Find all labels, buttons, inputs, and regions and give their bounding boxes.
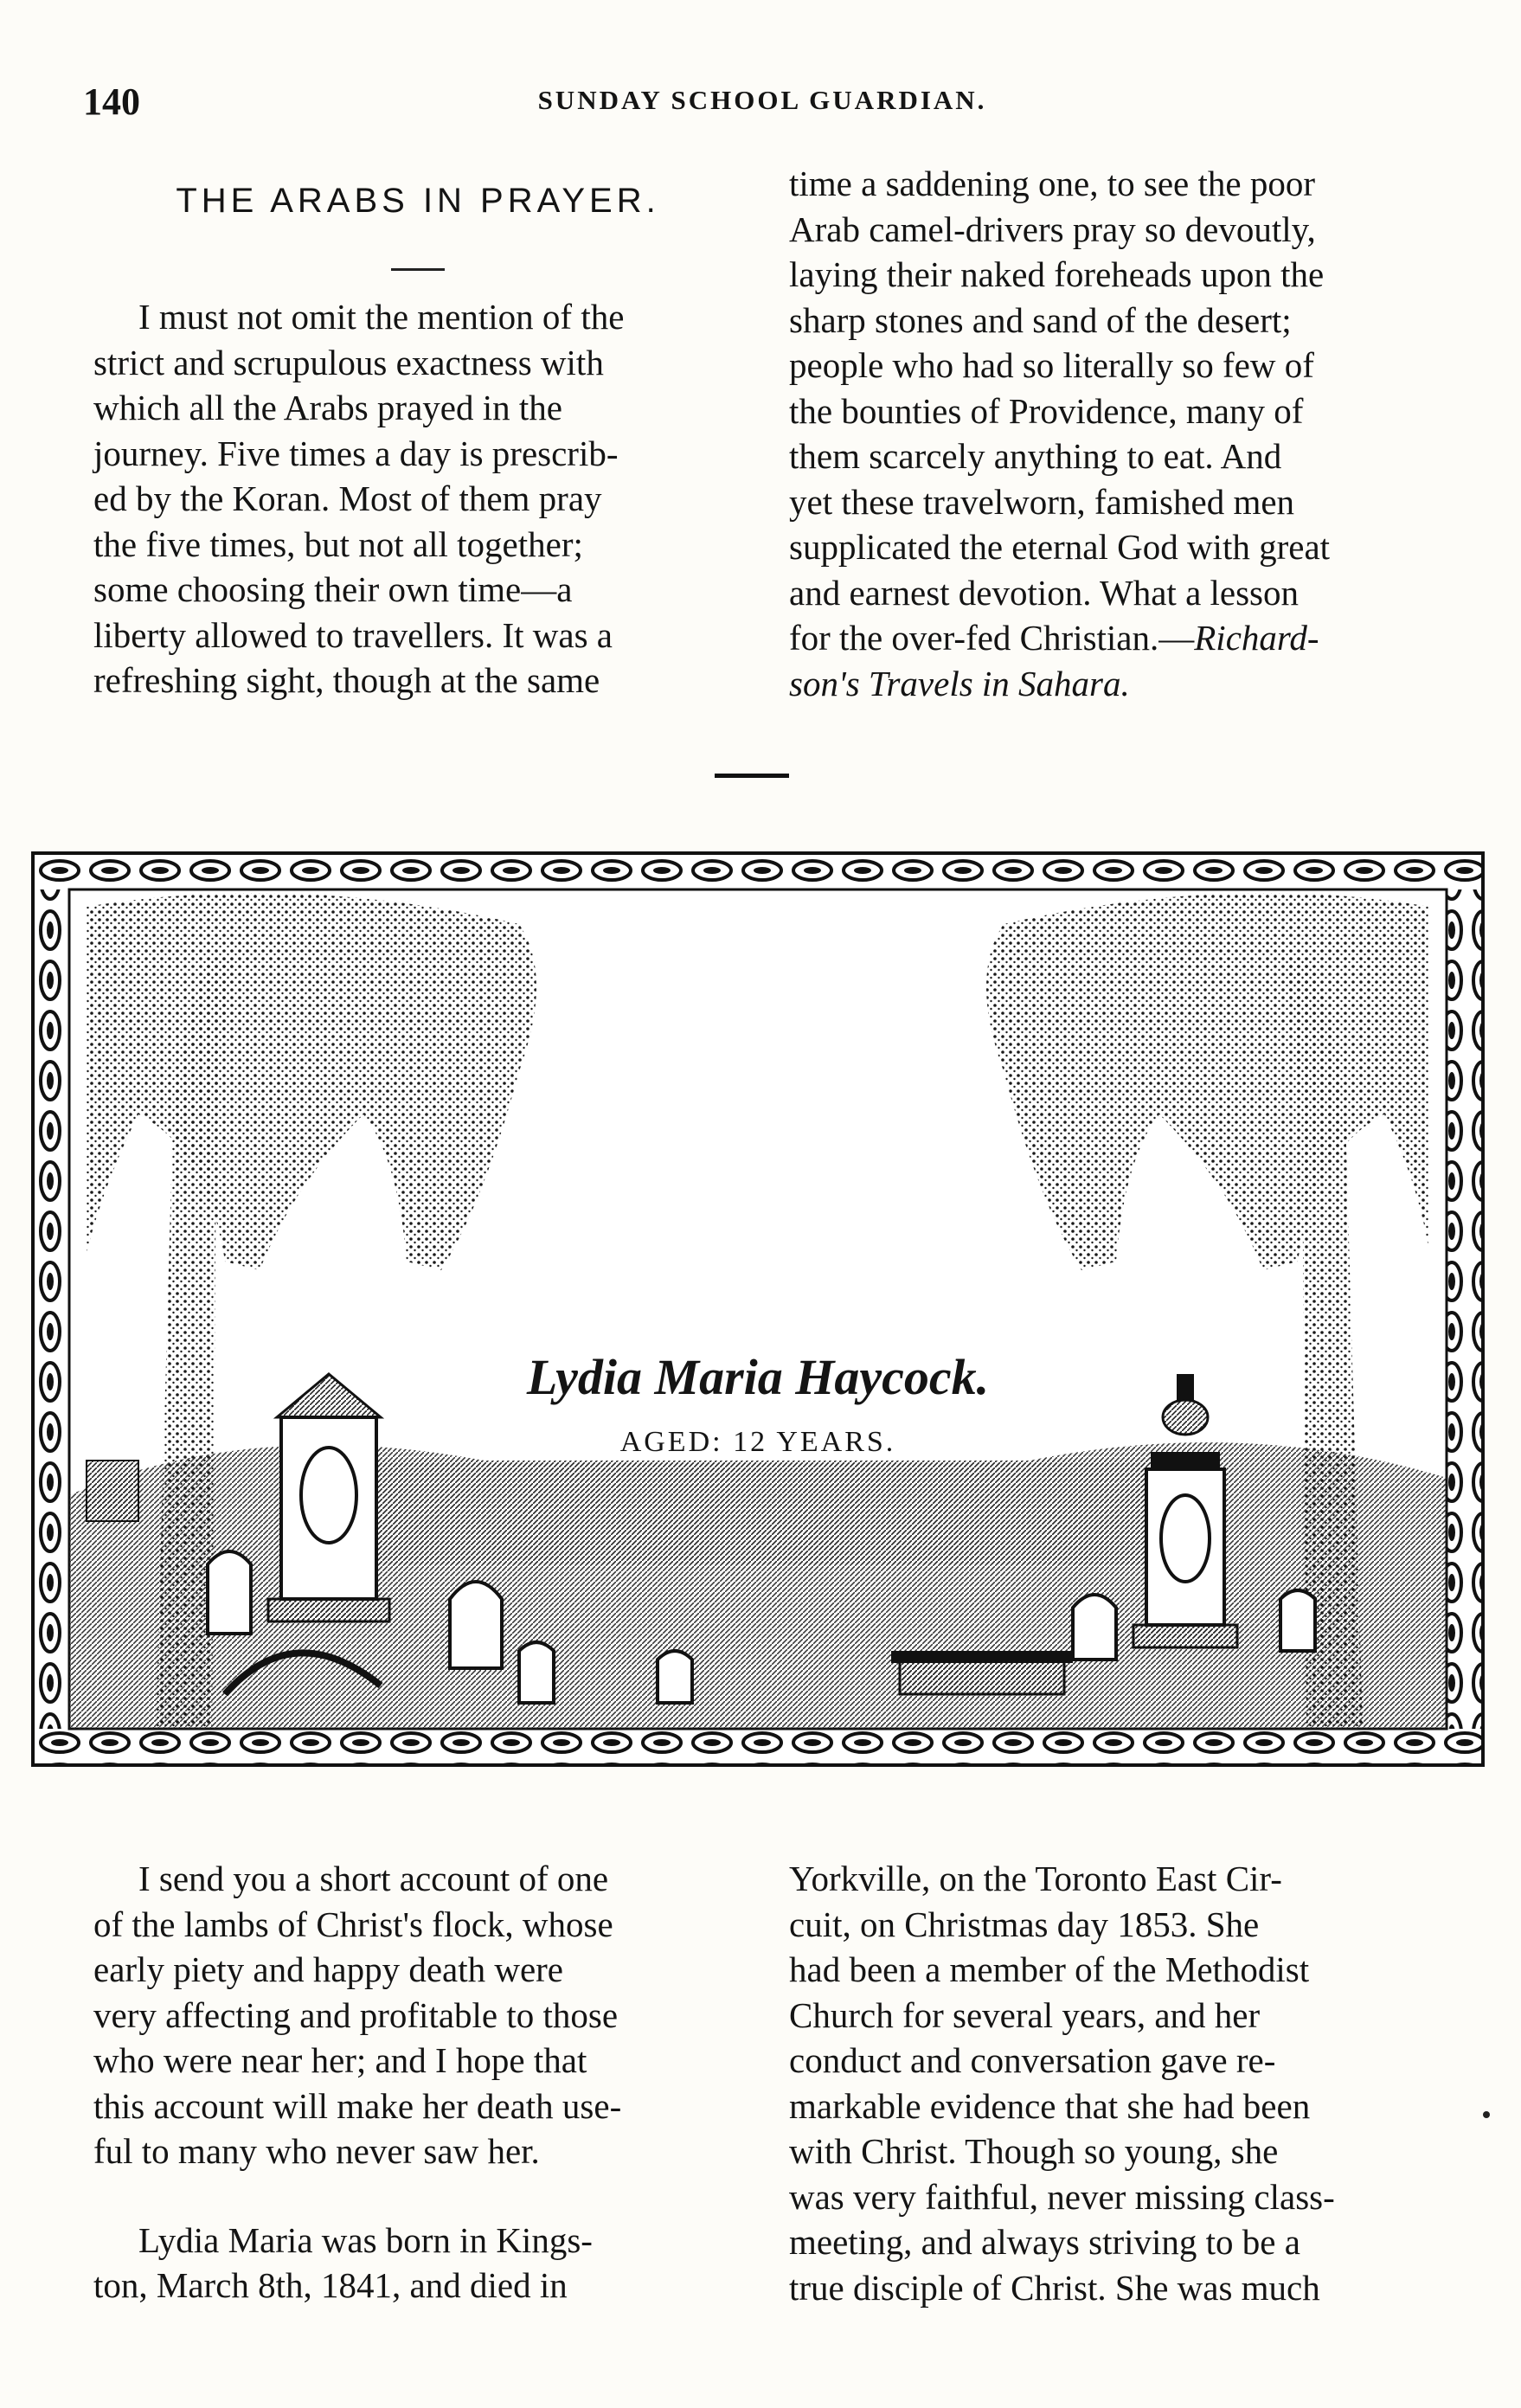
attribution-start: Richard- <box>1194 618 1319 658</box>
right-willow-foliage <box>986 893 1429 1270</box>
text-line: true disciple of Christ. She was much <box>789 2267 1320 2308</box>
text-line: journey. Five times a day is prescrib- <box>93 433 619 473</box>
engraving-illustration <box>35 855 1481 1763</box>
text-line: yet these travelworn, famished men <box>789 481 1295 522</box>
text-line: strict and scrupulous exactness with <box>93 342 604 382</box>
text-line: this account will make her death use- <box>93 2085 622 2126</box>
memorial-engraving <box>31 851 1485 1767</box>
text-line: ton, March 8th, 1841, and died in <box>93 2265 568 2305</box>
text-line-end: for the over-fed Christian.— <box>789 618 1195 658</box>
lake <box>294 1461 1177 1564</box>
title-rule <box>391 268 445 271</box>
ornamental-border-bottom <box>35 1729 1481 1763</box>
left-monument <box>268 1374 389 1621</box>
text-line: of the lambs of Christ's flock, whose <box>93 1904 613 1944</box>
flat-tomb <box>891 1651 1073 1694</box>
text-line: meeting, and always striving to be a <box>789 2222 1300 2262</box>
page-number: 140 <box>83 80 140 123</box>
text-line: Church for several years, and her <box>789 1994 1261 2035</box>
text-line: had been a member of the Methodist <box>789 1949 1310 1989</box>
text-line: sharp stones and sand of the desert; <box>789 299 1292 340</box>
text-line: them scarcely anything to eat. And <box>789 436 1282 476</box>
text-line: laying their naked foreheads upon the <box>789 254 1325 294</box>
text-line: ed by the Koran. Most of them pray <box>93 478 602 518</box>
text-line: with Christ. Though so young, she <box>789 2131 1279 2171</box>
text-line: was very faithful, never missing class- <box>789 2176 1335 2217</box>
memorial-name: Lydia Maria Haycock. <box>526 1349 990 1405</box>
text-line: time a saddening one, to see the poor <box>789 164 1315 203</box>
text-line: and earnest devotion. What a lesson <box>789 572 1300 613</box>
text-line: Yorkville, on the Toronto East Cir- <box>789 1859 1282 1898</box>
ornamental-border-right <box>1447 889 1481 1729</box>
text-line: refreshing sight, though at the same <box>93 660 600 700</box>
text-line-with-attribution <box>789 615 1431 661</box>
account-right-column <box>789 1856 1431 2310</box>
ink-speck <box>1483 2111 1490 2118</box>
text-line: very affecting and profitable to those <box>93 1994 619 2035</box>
text-line: cuit, on Christmas day 1853. She <box>789 1904 1260 1944</box>
text-line: the bounties of Providence, many of <box>789 390 1304 431</box>
text-line: ful to many who never saw her. <box>93 2131 540 2171</box>
text-line: who were near her; and I hope that <box>93 2040 587 2080</box>
article-title: THE ARABS IN PRAYER. <box>176 182 660 220</box>
article-left-column <box>93 294 742 703</box>
journal-title: SUNDAY SCHOOL GUARDIAN. <box>537 85 987 115</box>
text-line: which all the Arabs prayed in the <box>93 388 562 427</box>
attribution: son's Travels in Sahara. <box>789 663 1130 703</box>
article-right-column <box>789 161 1431 706</box>
left-willow-foliage <box>87 893 536 1270</box>
text-line: Lydia Maria was born in Kings- <box>138 2219 593 2260</box>
text-line: I must not omit the mention of the <box>138 297 625 337</box>
right-monument <box>1133 1374 1237 1647</box>
text-line: people who had so literally so few of <box>789 345 1314 385</box>
text-line: conduct and conversation gave re- <box>789 2040 1276 2080</box>
text-line: the five times, but not all together; <box>93 523 583 564</box>
distant-house <box>87 1461 138 1521</box>
running-head <box>83 80 1441 132</box>
memorial-age: AGED: 12 YEARS. <box>619 1426 896 1458</box>
text-line: markable evidence that she had been <box>789 2085 1311 2126</box>
ornamental-border-left <box>35 889 69 1729</box>
ornamental-border-top <box>35 855 1481 889</box>
text-line: liberty allowed to travellers. It was a <box>93 614 613 655</box>
text-line: Arab camel-drivers pray so devoutly, <box>789 209 1316 249</box>
text-line: supplicated the eternal God with great <box>789 527 1331 567</box>
text-line: some choosing their own time—a <box>93 569 573 609</box>
account-left-column <box>93 1856 742 2308</box>
text-line: early piety and happy death were <box>93 1949 564 1989</box>
text-line: I send you a short account of one <box>138 1859 609 1898</box>
section-rule <box>715 774 789 778</box>
